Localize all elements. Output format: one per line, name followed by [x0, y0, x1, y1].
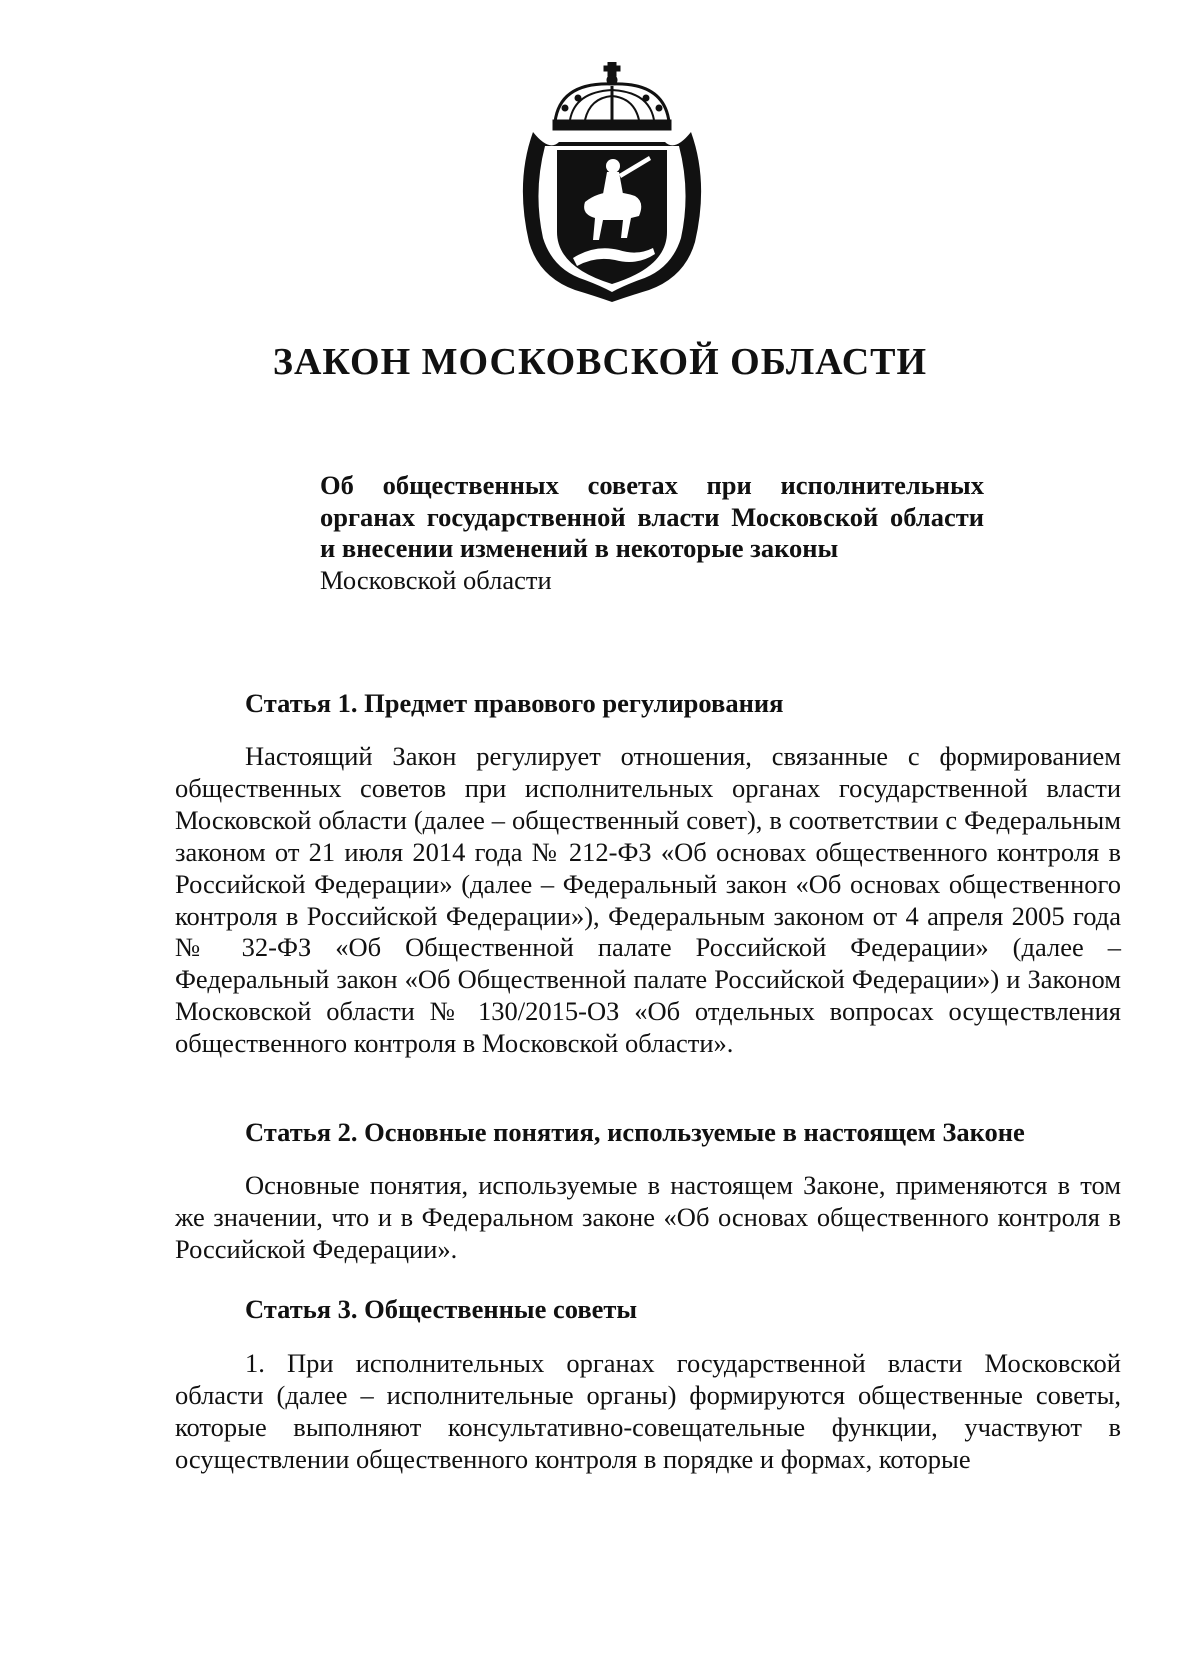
- article-1-paragraph: Настоящий Закон регулирует отношения, связанные с формированием общественных советов при исполнительных органах государственной власти Московской области (далее – общественный совет), в соответствии с Федеральным законом от 21 июля 2014 года № 212-ФЗ «Об основах общественного контроля в Российской Федерации» (далее – Федеральный закон «Об основах общественного контроля в Российской Федерации»), Федеральным законом от 4 апреля 2005 года № 32-ФЗ «Об Общественной палате Российской Федерации» (далее – Федеральный закон «Об Общественной палате Российской Федерации») и Законом Московской области № 130/2015-ОЗ «Об отдельных вопросах осуществления общественного контроля в Московской области».: [175, 741, 1121, 1059]
- document-title: ЗАКОН МОСКОВСКОЙ ОБЛАСТИ: [272, 341, 928, 383]
- document-subtitle: [320, 470, 984, 596]
- article-1-heading: Статья 1. Предмет правового регулирования: [245, 688, 784, 718]
- coat-of-arms-emblem: [515, 62, 709, 302]
- article-2-heading: Статья 2. Основные понятия, используемые в настоящем Законе: [245, 1117, 1025, 1147]
- article-3-heading: Статья 3. Общественные советы: [245, 1294, 638, 1324]
- subtitle-tail-text: Московской области: [320, 564, 552, 595]
- crown-icon: [553, 62, 671, 130]
- subtitle-bold-text: Об общественных советах при исполнительных органах государственной власти Московской области и внесении изменений в некоторые законы: [320, 470, 984, 563]
- article-2-paragraph: Основные понятия, используемые в настоящем Законе, применяются в том же значении, что и в Федеральном законе «Об основах общественного контроля в Российской Федерации».: [175, 1170, 1121, 1264]
- article-3-paragraph: 1. При исполнительных органах государственной власти Московской области (далее – исполнительные органы) формируются общественные советы, которые выполняют консультативно-совещательные функции, участвуют в осуществлении общественного контроля в порядке и формах, которые: [175, 1348, 1121, 1474]
